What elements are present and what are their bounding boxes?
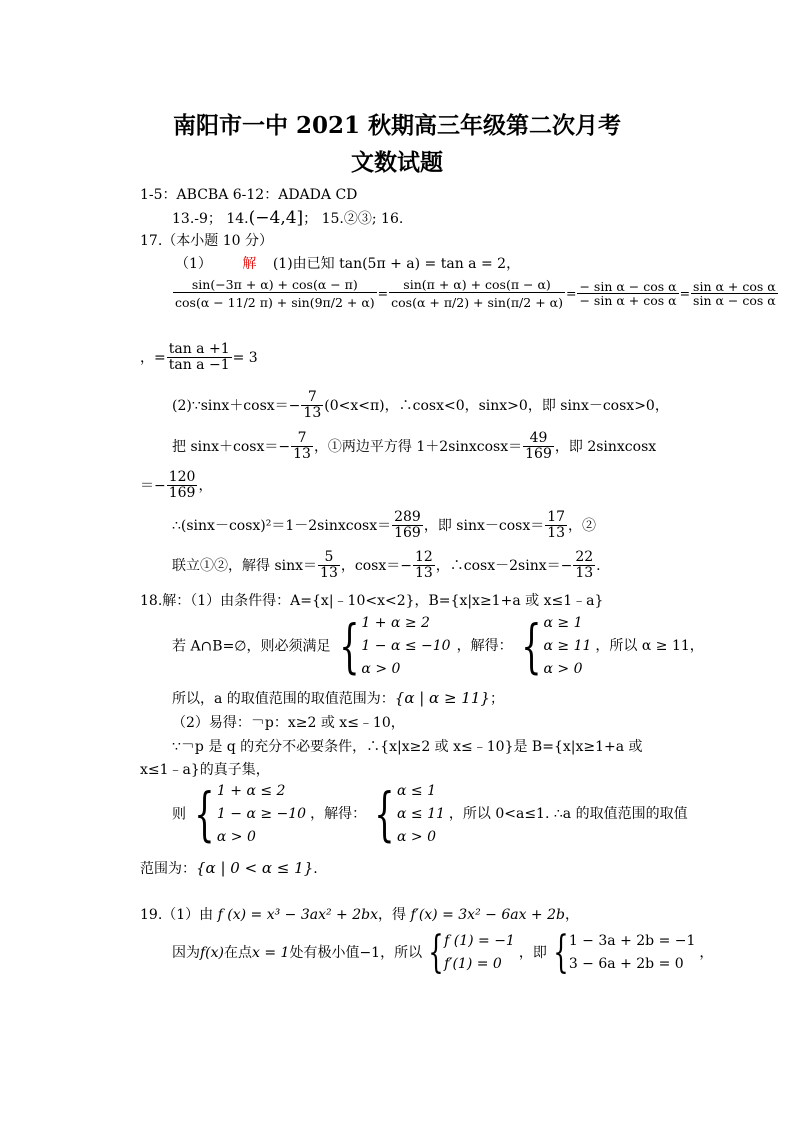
q19-line2: 因为f(x)在点x = 1处有极小值−1，所以 {f (1) = −1 f′(1) = 0，即 {1 − 3a + 2b = −1 3 − 6a + 2b = 0，: [172, 927, 714, 979]
page-subtitle: 文数试题: [351, 149, 443, 176]
q18-line1: 18.解：（1）由条件得：A={x|﹣10<x<2}，B={x|x≥1+a 或 x≤1﹣a}: [140, 593, 604, 609]
q18-range-2: 范围为：{α | 0 < α ≤ 1}.: [140, 859, 318, 877]
q17-fraction-2: $\frac{\sin(\pi + \alpha) + \cos(\pi - \alpha)}{\cos(\alpha + \pi/2) + \sin(\pi/2 + \alpha)}$: [391, 277, 563, 310]
q17-tan-result: ，= $\frac{\text{tan a +1}}{\text{tan a −1}}$ = 3: [140, 341, 258, 374]
answer-14-interval: (−4,4]: [248, 208, 304, 228]
q17-fraction-3: $\frac{\text{− sin α − cos α}}{\text{− sin α + cos α}}$: [579, 278, 677, 309]
q17-tan-fraction: $\frac{\text{tan a +1}}{\text{tan a −1}}$: [168, 341, 230, 374]
q17-part1-intro: [175, 256, 520, 272]
q18-condition-systems: 若 A∩B=∅，则必须满足 { 1 + α ≥ 2 1 − α ≤ −10 α > 0，解得： { α ≥ 1 α ≥ 11 α > 0，所以 α ≥ 11，: [172, 612, 704, 681]
q17-part2-line1: (2)∵sinx＋cosx＝− $\frac{7}{13}$ (0<x<π)，∴cosx<0，sinx>0，即 sinx－cosx>0，: [172, 389, 669, 422]
q19-system-2: 1 − 3a + 2b = −1 3 − 6a + 2b = 0: [568, 933, 696, 972]
answers-line-2: [172, 209, 403, 229]
q19-system-1: f (1) = −1 f′(1) = 0: [444, 933, 515, 972]
q17-part1-label: （1）: [175, 256, 212, 272]
q18-range-1: 所以，a 的取值范围的取值范围为：{α | α ≥ 11}；: [172, 689, 504, 707]
q18-line4: （2）易得：￢p：x≥2 或 x≤﹣10，: [172, 715, 405, 731]
q18-system-2: α ≥ 1 α ≥ 11 α > 0: [543, 615, 592, 677]
q17-known-condition: (1)由已知 tan(5π + a) = tan a = 2，: [272, 256, 521, 272]
q18-system-1: 1 + α ≥ 2 1 − α ≤ −10 α > 0: [361, 615, 451, 677]
q17-solution-mark: 解: [242, 256, 257, 272]
q17-part2-line5: 联立①②，解得 sinx＝ $\frac{5}{13}$ ，cosx＝− $\frac{12}{13}$ ，∴cosx－2sinx＝− $\frac{22}{13}$ .: [172, 549, 601, 582]
q19-line1: 19.（1）由 f (x) = x³ − 3ax² + 2bx，得 f′(x) = 3x² − 6ax + 2b，: [140, 907, 579, 923]
q17-fraction-1: $\frac{\sin(-3\pi + \alpha) + \cos(\alpha - \pi)}{\cos(\alpha - 11/2 \pi) + \sin(9\pi/2 + \alpha)}$: [175, 277, 375, 310]
q17-part2-line2: 把 sinx＋cosx＝− $\frac{7}{13}$ ，①两边平方得 1＋2sinxcosx＝ $\frac{49}{169}$ ，即 2sinxcosx: [172, 430, 657, 463]
q17-tan-value: = 3: [232, 349, 258, 366]
q18-line5: ∵￢p 是 q 的充分不必要条件，∴{x|x≥2 或 x≤﹣10}是 B={x|x≥1+a 或: [172, 739, 643, 755]
page-title: 南阳市一中 2021 秋期高三年级第二次月考: [172, 112, 622, 139]
answers-15-16: ； 15.②③; 16.: [303, 211, 404, 227]
q18-system-4: α ≤ 1 α ≤ 11 α > 0: [396, 783, 445, 845]
answers-line-1: 1-5：ABCBA 6-12：ADADA CD: [140, 187, 358, 203]
q17-part2-line3: ＝− $\frac{120}{169}$ ，: [140, 469, 213, 502]
q18-line6: x≤1﹣a}的真子集，: [140, 762, 270, 778]
answers-13-14: 13.-9； 14.: [172, 211, 249, 227]
q18-system-3: 1 + α ≤ 2 1 − α ≥ −10 α > 0: [216, 783, 307, 845]
q17-part2-line4: ∴(sinx－cosx)²＝1－2sinxcosx＝ $\frac{289}{169}$ ，即 sinx－cosx＝ $\frac{17}{13}$ ，②: [172, 509, 597, 542]
q18-systems-part2: 则 { 1 + α ≤ 2 1 − α ≥ −10 α > 0，解得： { α ≤ 1 α ≤ 11 α > 0，所以 0<a≤1. ∴a 的取值范围的取值: [172, 780, 688, 849]
q17-fraction-4: $\frac{\text{sin α + cos α}}{\text{sin α − cos α}}$: [693, 278, 776, 309]
q17-header: 17.（本小题 10 分）: [140, 233, 273, 249]
q17-equation-chain: $\frac{\sin(-3\pi + \alpha) + \cos(\alpha - \pi)}{\cos(\alpha - 11/2 \pi) + \sin(9\pi/2 + \alpha)}$ = $\frac{\sin(\pi + \alpha) + \cos(\pi - \alpha)}{\cos(\alpha + \pi/2) + \sin(\pi/2 + \alpha)}$ = $\frac{\text{− sin α − cos α}}{\text{− sin α + cos α}}$ = $\frac{\text{sin α + cos α}}{\text{sin α − cos α}}$: [175, 277, 776, 310]
